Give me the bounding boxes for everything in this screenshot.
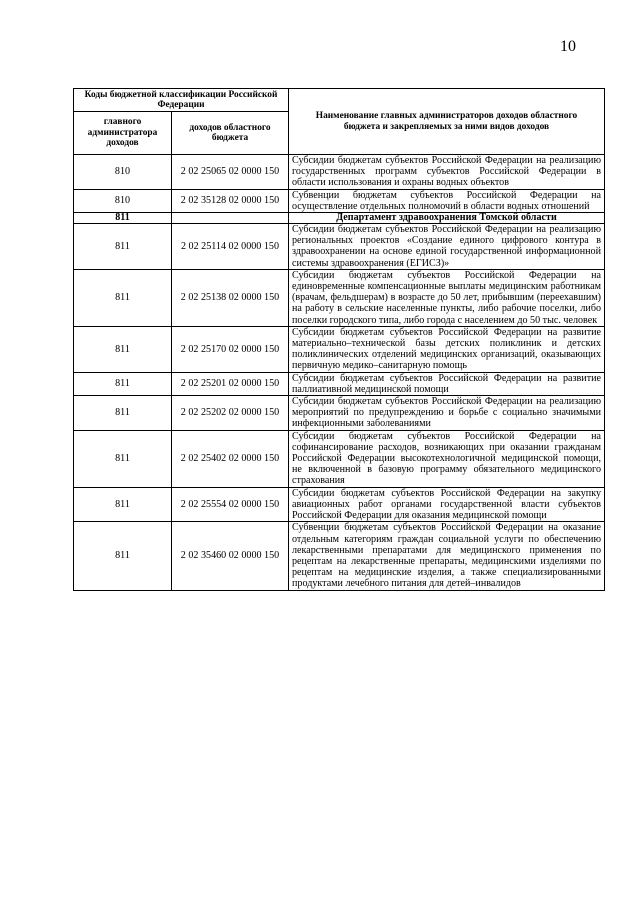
income-code-cell: 2 02 35128 02 0000 150 [172, 189, 289, 212]
admin-code-cell: 811 [74, 430, 172, 487]
header-name-column: Наименование главных администраторов доходов областного бюджета и закрепляемых за ними видов доходов [289, 89, 605, 155]
admin-code-cell: 811 [74, 487, 172, 522]
income-code-cell: 2 02 25554 02 0000 150 [172, 487, 289, 522]
income-code-cell: 2 02 35460 02 0000 150 [172, 522, 289, 590]
section-title-cell: Департамент здравоохранения Томской области [289, 213, 605, 224]
table-row [74, 189, 605, 212]
admin-code-cell: 811 [74, 372, 172, 395]
income-code-cell [172, 213, 289, 224]
table-row [74, 326, 605, 372]
description-cell: Субсидии бюджетам субъектов Российской Федерации на реализацию государственных программ субъектов Российской Федерации в области использования и охраны водных объектов [289, 155, 605, 190]
income-code-cell: 2 02 25201 02 0000 150 [172, 372, 289, 395]
header-codes-group: Коды бюджетной классификации Российской Федерации [74, 89, 289, 112]
header-income-column: доходов областного бюджета [172, 112, 289, 155]
admin-code-cell: 811 [74, 224, 172, 270]
admin-code-cell: 811 [74, 326, 172, 372]
description-cell: Субвенции бюджетам субъектов Российской Федерации на оказание отдельным категориям граждан социальной услуги по обеспечению лекарственными препаратами для медицинского применения по рецептам на лекарственные препараты, медицинскими изделиями по рецептам на медицинские изделия, а также специализированными продуктами лечебного питания для детей–инвалидов [289, 522, 605, 590]
admin-code-cell: 811 [74, 269, 172, 326]
table-row [74, 372, 605, 395]
description-cell: Субсидии бюджетам субъектов Российской Федерации на софинансирование расходов, возникающих при оказании гражданам Российской Федерации высокотехнологичной медицинской помощи, не включенной в базовую программу обязательного медицинского страхования [289, 430, 605, 487]
description-cell: Субсидии бюджетам субъектов Российской Федерации на развитие паллиативной медицинской помощи [289, 372, 605, 395]
page-number: 10 [560, 38, 576, 55]
table-row [74, 487, 605, 522]
description-cell: Субсидии бюджетам субъектов Российской Федерации на реализацию региональных проектов «Создание единого цифрового контура в здравоохранении на основе единой государственной информационной системы здравоохранения (ЕГИСЗ)» [289, 224, 605, 270]
table-row [74, 522, 605, 590]
income-code-cell: 2 02 25114 02 0000 150 [172, 224, 289, 270]
budget-codes-table [73, 88, 605, 591]
table-row [74, 269, 605, 326]
description-cell: Субсидии бюджетам субъектов Российской Федерации на реализацию мероприятий по предупреждению и борьбе с социально значимыми инфекционными заболеваниями [289, 396, 605, 431]
header-admin-column: главного администратора доходов [74, 112, 172, 155]
table-row [74, 155, 605, 190]
table-row [74, 430, 605, 487]
income-code-cell: 2 02 25065 02 0000 150 [172, 155, 289, 190]
table-row [74, 396, 605, 431]
income-code-cell: 2 02 25138 02 0000 150 [172, 269, 289, 326]
income-code-cell: 2 02 25202 02 0000 150 [172, 396, 289, 431]
income-code-cell: 2 02 25170 02 0000 150 [172, 326, 289, 372]
description-cell: Субсидии бюджетам субъектов Российской Федерации на единовременные компенсационные выплаты медицинским работникам (врачам, фельдшерам) в возрасте до 50 лет, прибывшим (переехавшим) на работу в сельские населенные пункты, либо рабочие поселки, либо поселки городского типа, либо города с населением до 50 тыс. человек [289, 269, 605, 326]
admin-code-cell: 811 [74, 396, 172, 431]
admin-code-cell: 811 [74, 522, 172, 590]
admin-code-cell: 810 [74, 189, 172, 212]
income-code-cell: 2 02 25402 02 0000 150 [172, 430, 289, 487]
section-row [74, 213, 605, 224]
description-cell: Субсидии бюджетам субъектов Российской Федерации на развитие материально–технической базы детских поликлиник и детских поликлинических отделений медицинских организаций, оказывающих первичную медико–санитарную помощь [289, 326, 605, 372]
description-cell: Субсидии бюджетам субъектов Российской Федерации на закупку авиационных работ органами государственной власти субъектов Российской Федерации для оказания медицинской помощи [289, 487, 605, 522]
admin-code-cell: 811 [74, 213, 172, 224]
description-cell: Субвенции бюджетам субъектов Российской Федерации на осуществление отдельных полномочий в области водных отношений [289, 189, 605, 212]
admin-code-cell: 810 [74, 155, 172, 190]
table-row [74, 224, 605, 270]
